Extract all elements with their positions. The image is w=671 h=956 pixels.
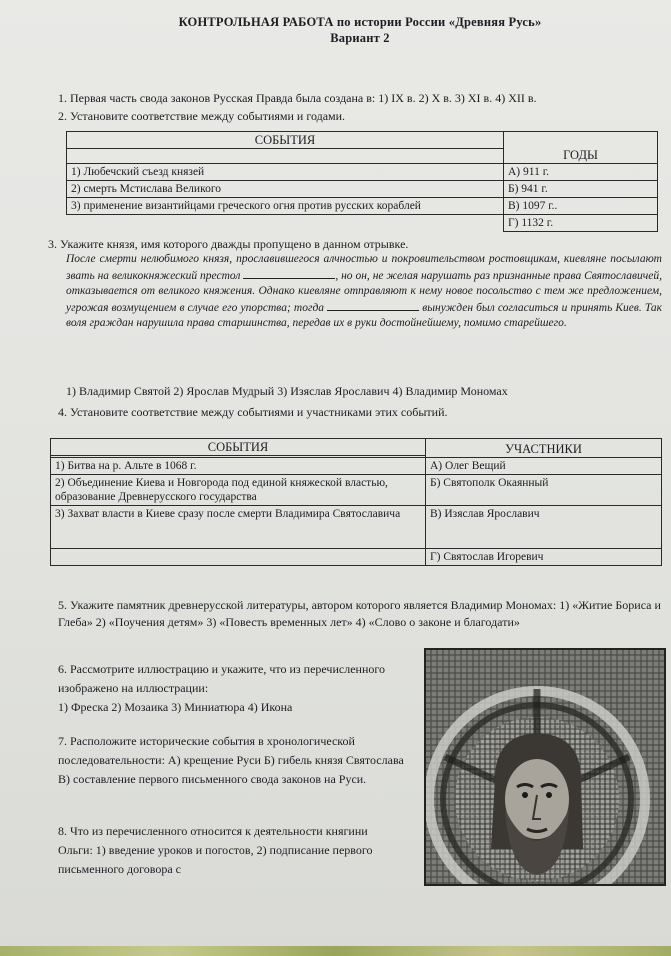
table-cell-participant: Г) Святослав Игоревич	[426, 549, 662, 566]
question-5	[58, 597, 668, 631]
table-cell-event: 3) применение византийцами греческого огня против русских кораблей	[67, 198, 504, 215]
question-7: 7. Расположите исторические события в хронологической последовательности: А) крещение Руси Б) гибель князя Святослава В) составление первого письменного свода законов на Руси.	[58, 734, 404, 786]
table-header-events: СОБЫТИЯ	[51, 439, 426, 456]
table-cell-year: В) 1097 г..	[504, 198, 658, 215]
table-cell-event: 1) Битва на р. Альте в 1068 г.	[51, 458, 426, 475]
passage-part: вынужден был согласиться и принять Киев. Так воля граждан нарушила права старшинства, передав их в руки достойнейшему, помимо старейшего.	[66, 301, 663, 329]
question-6-text: 6. Рассмотрите иллюстрацию и укажите, что из перечисленного изображено на иллюстрации:	[58, 662, 385, 695]
question-6-options: 1) Фреска 2) Мозаика 3) Миниатюра 4) Икона	[58, 700, 293, 714]
question-2: 2. Установите соответствие между событиями и годами.	[58, 109, 346, 123]
answer-blank[interactable]	[243, 268, 335, 279]
question-3: 3. Укажите князя, имя которого дважды пропущено в данном отрывке.	[48, 237, 409, 251]
table-header-participants: УЧАСТНИКИ	[426, 439, 662, 458]
table-cell-event: 2) Объединение Киева и Новгорода под единой княжеской властью, образование Древнерусского государства	[51, 475, 426, 506]
variant-label: Вариант 2	[330, 31, 390, 45]
question-1: 1. Первая часть свода законов Русская Правда была создана в: 1) IX в. 2) X в. 3) XI в. 4) XII в.	[58, 91, 537, 105]
table-cell-year: А) 911 г.	[504, 164, 658, 181]
background-grass-strip	[0, 946, 671, 956]
events-years-table	[66, 131, 658, 232]
question-5-options: 1) «Житие Бориса и Глеба» 2) «Поучения детям» 3) «Повесть временных лет» 4) «Слово о законе и благодати»	[58, 598, 661, 629]
passage-part: После смерти нелюбимого князя, прославившегося алчностью и покровительством ростовщикам, киевляне посылают звать на великокняжеский престол	[66, 253, 662, 282]
table-cell-participant: Б) Святополк Окаянный	[426, 475, 662, 506]
table-cell-event: 2) смерть Мстислава Великого	[67, 181, 504, 198]
mosaic-christ-image	[425, 649, 665, 885]
page-title: КОНТРОЛЬНАЯ РАБОТА по истории России «Древняя Русь»	[178, 15, 542, 29]
question-3-options: 1) Владимир Святой 2) Ярослав Мудрый 3) Изяслав Ярославич 4) Владимир Мономах	[66, 384, 508, 398]
passage-part: , но он, не желая нарушать раз признанные права Святославичей, отказывается от великого княжения. Однако киевляне отправляют к нему новое посольство с тем же предложением, угрожая возмущением в случае его упорства; тогда	[66, 269, 662, 314]
table-cell-participant: В) Изяслав Ярославич	[426, 506, 662, 549]
question-6	[58, 660, 388, 717]
events-participants-table	[50, 438, 662, 566]
table-cell-event: 1) Любечский съезд князей	[67, 164, 504, 181]
table-cell-year: Г) 1132 г.	[504, 215, 658, 232]
table-header-events: СОБЫТИЯ	[67, 132, 504, 149]
table-cell-year: Б) 941 г.	[504, 181, 658, 198]
answer-blank[interactable]	[327, 300, 419, 311]
mosaic-illustration	[424, 648, 666, 886]
table-header-years: ГОДЫ	[504, 132, 658, 164]
question-8: 8. Что из перечисленного относится к деятельности княгини Ольги: 1) введение уроков и погостов, 2) подписание первого письменного договора с	[58, 824, 373, 876]
table-cell-participant: А) Олег Вещий	[426, 458, 662, 475]
worksheet-header	[150, 14, 570, 46]
historical-passage	[66, 252, 662, 332]
question-5-text: 5. Укажите памятник древнерусской литературы, автором которого является Владимир Мономах:	[58, 598, 557, 612]
question-4: 4. Установите соответствие между событиями и участниками этих событий.	[58, 405, 448, 419]
table-cell-event: 3) Захват власти в Киеве сразу после смерти Владимира Святославича	[51, 506, 426, 549]
